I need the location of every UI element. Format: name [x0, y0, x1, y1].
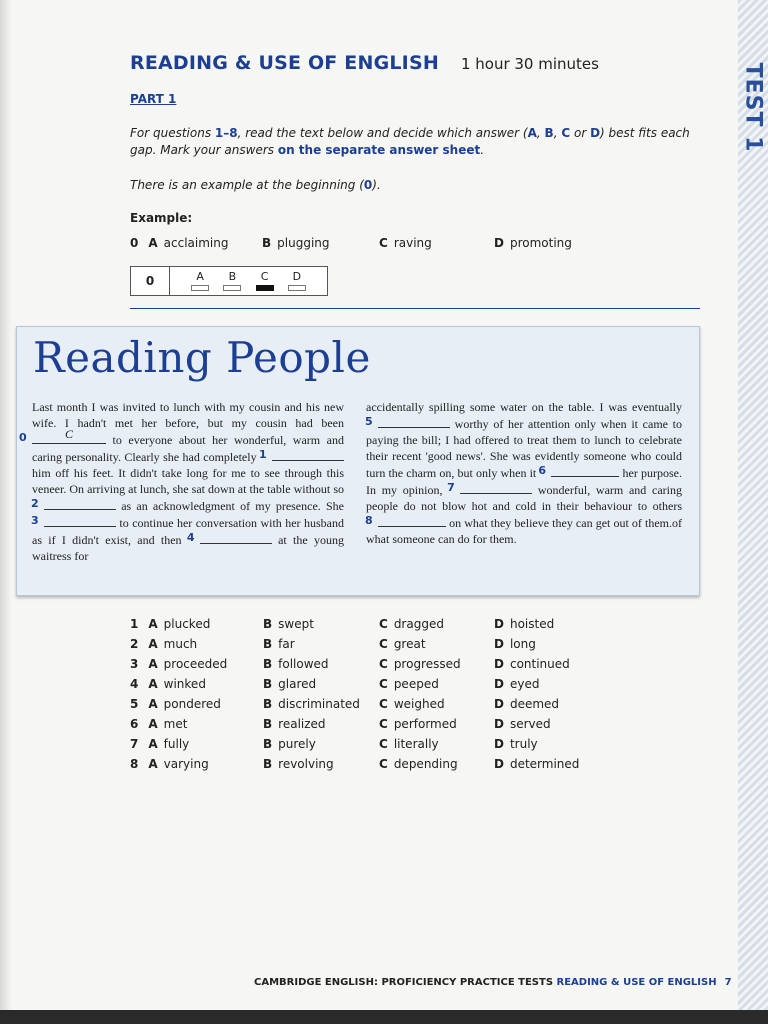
instr-letter: C: [561, 126, 571, 140]
instr-range: 1–8: [214, 126, 238, 140]
instr-sep: or: [570, 126, 591, 140]
example-row: [130, 236, 590, 254]
page-number: 7: [724, 977, 732, 988]
instr-text: , read the text below and decide which answer (: [237, 126, 528, 140]
option-letter: C: [379, 637, 388, 651]
grid-mark: [223, 285, 241, 291]
option-letter: B: [263, 737, 273, 751]
gap-8: [365, 514, 446, 527]
instr-letter: B: [544, 126, 554, 140]
example-label: Example:: [130, 211, 193, 225]
footer-text: CAMBRIDGE ENGLISH: PROFICIENCY PRACTICE TESTS: [254, 977, 554, 988]
question-number: 5: [130, 697, 139, 711]
option-letter: C: [379, 677, 388, 691]
option-text: eyed: [509, 677, 540, 691]
article-text: to continue her conversation with her husband as if I didn't exist, and then: [32, 516, 344, 547]
option-text: weighed: [393, 697, 445, 711]
divider: [130, 308, 700, 309]
duration: 1 hour 30 minutes: [460, 55, 599, 73]
option-letter: C: [379, 717, 388, 731]
instr-text: ) best fits each gap. Mark your answers: [130, 126, 690, 157]
grid-mark: [288, 285, 306, 291]
gap-5: [365, 415, 450, 428]
option-text: great: [393, 637, 426, 651]
scan-bottom-edge: [0, 1010, 768, 1024]
part-label: PART 1: [130, 92, 177, 106]
question-number: 8: [130, 757, 139, 771]
option-letter: D: [494, 677, 504, 691]
page-footer: [254, 977, 732, 988]
option-letter: A: [148, 697, 158, 711]
example-option-c: [379, 236, 432, 250]
gap-3: [31, 514, 116, 527]
grid-letter: B: [228, 270, 237, 283]
option-letter: C: [379, 737, 388, 751]
option-letter: B: [263, 717, 273, 731]
option-text: plugging: [277, 236, 330, 250]
question-number: 7: [130, 737, 139, 751]
option-letter: A: [148, 236, 158, 250]
option-letter: D: [494, 617, 504, 631]
option-text: peeped: [393, 677, 439, 691]
option-text: fully: [163, 737, 190, 751]
note-text: ).: [372, 178, 381, 192]
instr-text: For questions: [130, 126, 215, 140]
gap-0: [19, 427, 106, 444]
gap-2: [31, 497, 116, 510]
article-text: wonderful, warm and caring people do not blow hot and cold in their behaviour to others: [366, 483, 683, 513]
option-letter: B: [263, 657, 273, 671]
grid-mark-selected: [256, 285, 274, 291]
instr-answer-sheet: on the separate answer sheet: [277, 143, 481, 157]
gap-number: 0: [19, 431, 27, 444]
question-number: 3: [130, 657, 139, 671]
option-letter: A: [148, 737, 158, 751]
option-letter: B: [263, 617, 273, 631]
article-text: her purpose. In my opinion,: [366, 466, 682, 497]
grid-letter: A: [196, 270, 204, 283]
question-number: 4: [130, 677, 139, 691]
option-letter: D: [494, 697, 504, 711]
option-letter: A: [148, 677, 158, 691]
grid-choice-b: [223, 267, 241, 295]
grid-number: 0: [131, 267, 170, 295]
option-letter: A: [148, 637, 158, 651]
gap-number: 7: [447, 481, 455, 494]
option-letter: D: [494, 236, 504, 250]
option-text: purely: [278, 737, 316, 751]
gap-4: [186, 531, 272, 544]
article-text: worthy of her attention only when it came to paying the bill; I had offered to treat them to lunch to celebrate their recent 'good news'. She was evidently someone who could turn the charm on, but only when it: [366, 417, 682, 480]
grid-choice-c: [256, 267, 274, 295]
article-text: accidentally spilling some water on the table. I was eventually: [366, 400, 682, 414]
option-text: raving: [393, 236, 432, 250]
option-letter: C: [379, 617, 388, 631]
article-text: as an acknowledgment of my presence. She: [116, 499, 344, 513]
gap-6: [538, 464, 619, 477]
grid-choices: [170, 267, 327, 295]
article-text: him off his feet. It didn't take long for me to see through this veneer. On arriving at lunch, she sat down at the table without so: [32, 466, 344, 496]
option-text: hoisted: [509, 617, 555, 631]
side-tab-label: TEST 1: [740, 62, 766, 152]
gap-number: 2: [31, 497, 39, 510]
question-number: 2: [130, 637, 139, 651]
reading-text-panel: [16, 326, 700, 596]
option-text: long: [509, 637, 536, 651]
instr-text: .: [480, 143, 485, 157]
gap-number: 6: [538, 464, 547, 477]
option-text: varying: [163, 757, 209, 771]
option-text: far: [278, 637, 295, 651]
option-letter: B: [263, 677, 273, 691]
option-text: determined: [509, 757, 580, 771]
option-text: depending: [393, 757, 458, 771]
test-side-tab: [738, 52, 768, 162]
question-number: 1: [130, 617, 139, 631]
option-text: truly: [509, 737, 538, 751]
footer-section: READING & USE OF ENGLISH: [556, 977, 717, 988]
article-column-left: [19, 399, 344, 564]
note-zero: 0: [363, 178, 373, 192]
article-text: to everyone about her wonderful, warm and caring personality. Clearly she had completely: [32, 433, 344, 464]
gap-number: 5: [365, 415, 373, 428]
gap-number: 3: [31, 514, 39, 527]
option-letter: D: [494, 757, 504, 771]
option-text: acclaiming: [163, 236, 229, 250]
option-letter: B: [263, 697, 273, 711]
grid-mark: [191, 285, 209, 291]
grid-choice-a: [191, 267, 209, 295]
article-title: Reading People: [33, 333, 371, 382]
option-text: progressed: [393, 657, 461, 671]
option-letter: A: [148, 657, 158, 671]
grid-letter: C: [260, 270, 269, 283]
option-text: deemed: [509, 697, 560, 711]
option-letter: C: [379, 657, 388, 671]
option-text: glared: [278, 677, 317, 691]
example-note: [130, 178, 381, 192]
instr-letter: D: [590, 126, 601, 140]
option-letter: A: [148, 717, 158, 731]
option-text: winked: [163, 677, 206, 691]
option-text: realized: [278, 717, 326, 731]
page-gutter-shade: [0, 0, 12, 1024]
option-text: proceeded: [163, 657, 228, 671]
option-letter: A: [148, 757, 158, 771]
example-number: 0: [130, 236, 139, 250]
instr-letter: A: [527, 126, 537, 140]
grid-choice-d: [288, 267, 306, 295]
gap-1: [259, 448, 344, 461]
article-text: on what they believe they can get out of them.of what someone can do for them.: [366, 516, 682, 546]
option-text: much: [163, 637, 198, 651]
option-letter: B: [263, 637, 273, 651]
example-option-b: [262, 236, 330, 250]
option-letter: C: [379, 697, 388, 711]
option-letter: C: [379, 236, 388, 250]
option-letter: B: [263, 757, 273, 771]
option-letter: D: [494, 637, 504, 651]
gap-example-answer: C: [64, 427, 73, 441]
option-text: swept: [278, 617, 314, 631]
gap-number: 4: [186, 531, 195, 544]
example-option-d: [494, 236, 572, 250]
gap-number: 1: [259, 448, 267, 461]
option-text: literally: [393, 737, 439, 751]
option-text: pondered: [163, 697, 221, 711]
option-letter: C: [379, 757, 388, 771]
article-text: at the young waitress for: [32, 533, 344, 563]
example-answer-grid: [130, 266, 328, 296]
question-number: 6: [130, 717, 139, 731]
option-letter: D: [494, 737, 504, 751]
option-text: revolving: [278, 757, 334, 771]
gap-7: [447, 481, 532, 494]
gap-number: 8: [365, 514, 373, 527]
option-text: discriminated: [278, 697, 360, 711]
option-letter: D: [494, 717, 504, 731]
option-text: promoting: [509, 236, 572, 250]
option-letter: B: [262, 236, 272, 250]
grid-letter: D: [292, 270, 302, 283]
option-text: followed: [278, 657, 329, 671]
instr-sep: ,: [553, 126, 562, 140]
option-text: dragged: [393, 617, 444, 631]
instructions: [130, 125, 700, 159]
option-text: plucked: [163, 617, 211, 631]
article-column-right: [366, 399, 682, 547]
instr-sep: ,: [536, 126, 545, 140]
article-text: Last month I was invited to lunch with my cousin and his new wife. I hadn't met her before, but my cousin had been: [32, 400, 344, 430]
section-header: [130, 52, 599, 74]
option-text: met: [163, 717, 188, 731]
note-text: There is an example at the beginning (: [130, 178, 364, 192]
option-text: performed: [393, 717, 457, 731]
option-text: continued: [509, 657, 570, 671]
option-letter: D: [494, 657, 504, 671]
option-letter: A: [148, 617, 158, 631]
example-option-a: [130, 236, 228, 250]
page-title: READING & USE OF ENGLISH: [130, 52, 439, 74]
option-text: served: [509, 717, 551, 731]
